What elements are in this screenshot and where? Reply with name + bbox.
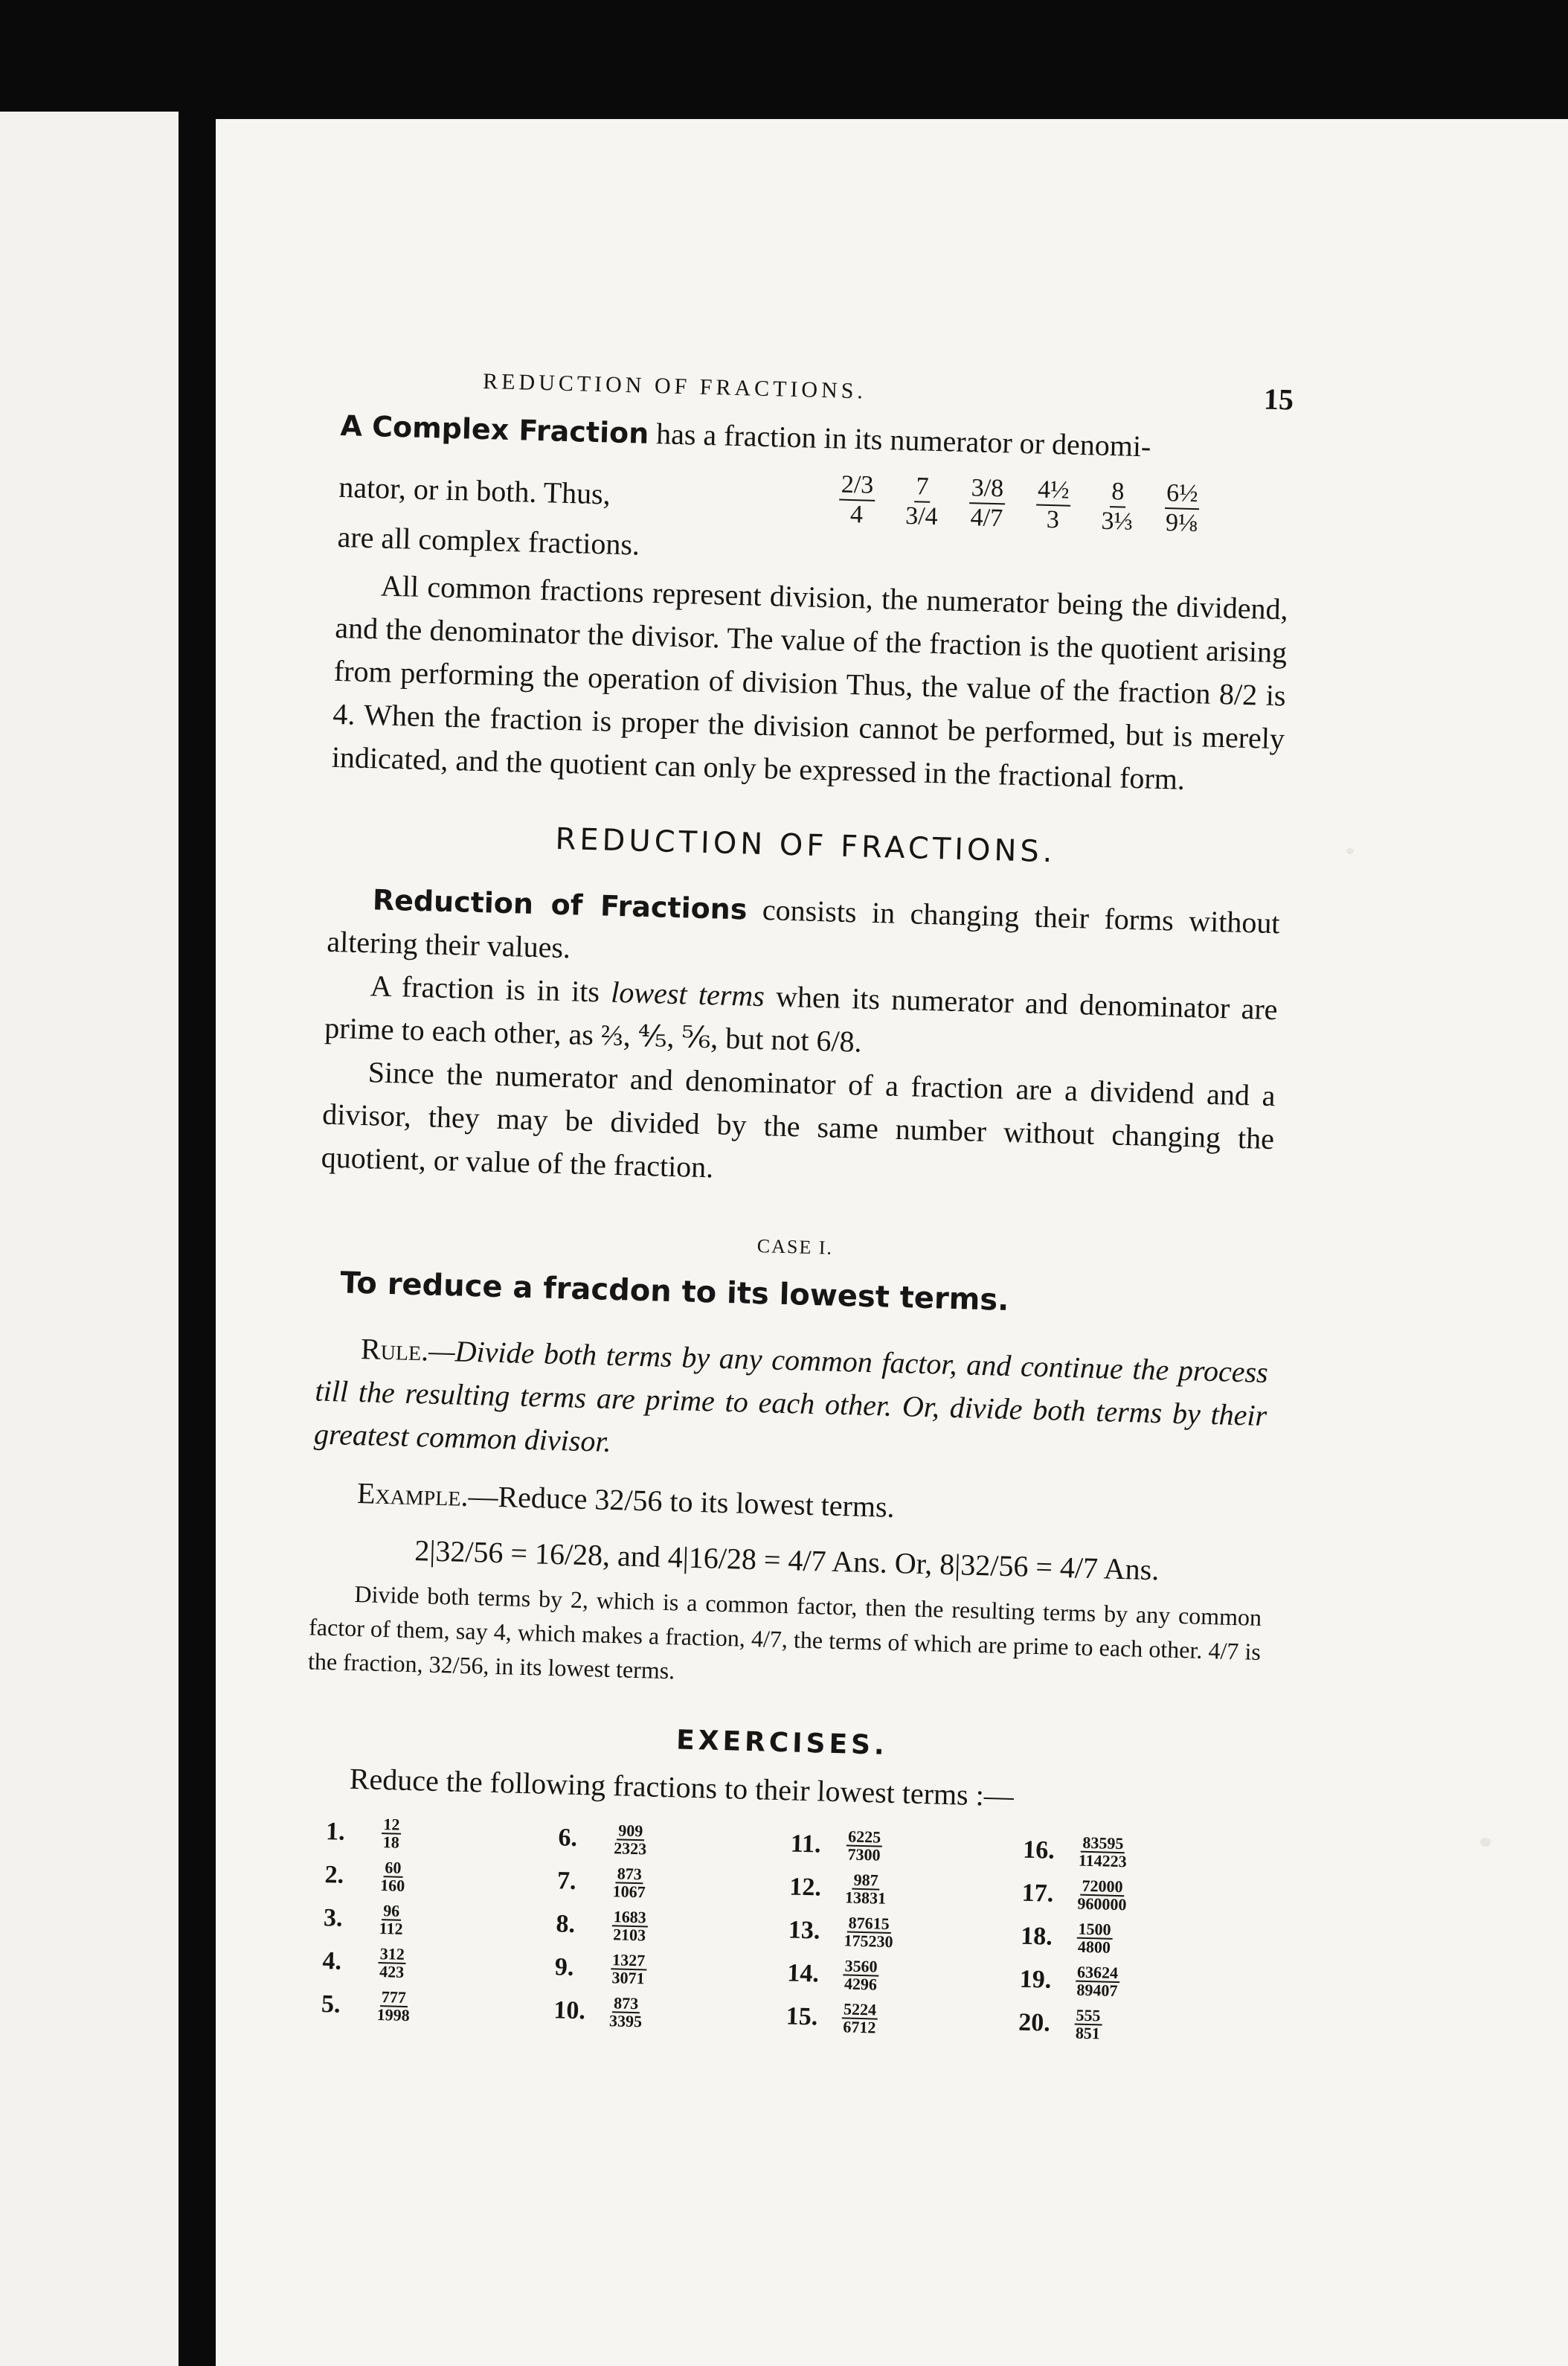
exercise-number: 16. (1022, 1836, 1055, 1865)
fraction-denominator: 423 (379, 1962, 405, 1981)
example-explanation: Divide both terms by 2, which is a common factor, then the resulting terms by any common factor of them, say 4, which makes a fraction, 4/7, the terms of which are prime to each other. 4/7 is the fraction, 32/56, in its lowest terms. (307, 1580, 1262, 1684)
exercise-item (1023, 1833, 1256, 1873)
fraction-denominator: 89407 (1076, 1980, 1118, 2001)
complex-fraction: $\frac{7}{3/4}$ (905, 472, 939, 531)
exercise-number: 5. (321, 1990, 341, 2019)
rule-text: —Divide both terms by any common factor, and continue the process till the resulting terms are prime to each other. Or, divide both terms by their greatest common divisor. (313, 1333, 1269, 1458)
exercise-number: 7. (556, 1867, 576, 1895)
exercise-item (558, 1821, 791, 1861)
complex-fraction-list (836, 470, 1202, 538)
fraction-numerator: 987 (852, 1872, 880, 1891)
exercise-fraction (1079, 1835, 1128, 1870)
complex-fraction: $\frac{8}{\text{3⅓}}$ (1101, 478, 1134, 536)
case-label: CASE I. (756, 1235, 834, 1259)
exercise-item (787, 1956, 1021, 1996)
division-paragraph: All common fractions represent division, the numerator being the dividend, and the denominator the divisor. The value of the fraction is the quotient arising from performing the operation of division Thus, the value of the fraction 8/2 is 4. When the fraction is proper the division cannot be performed, but is merely indicated, and the quotient can only be expressed in the fractional form. (331, 568, 1289, 796)
fraction-numerator: 87615 (846, 1914, 891, 1934)
fraction-denominator: 2103 (612, 1925, 646, 1945)
fraction-denominator: 3071 (611, 1968, 645, 1988)
exercise-fraction (1075, 1964, 1119, 2000)
page-number: 15 (1263, 382, 1294, 417)
exercise-fraction (846, 1828, 882, 1863)
paper-speck (1346, 848, 1354, 854)
fraction-denominator: 18 (382, 1833, 400, 1852)
exercise-item (322, 1944, 556, 1984)
example-text: —Reduce 32/56 to its lowest terms. (467, 1478, 896, 1524)
fraction-denominator: 1998 (376, 2004, 411, 2025)
fraction-numerator: 1683 (611, 1908, 648, 1927)
exercise-fraction (610, 1952, 646, 1987)
exercise-number: 20. (1018, 2008, 1051, 2037)
fraction-numerator: 6225 (846, 1828, 883, 1847)
exercise-number: 4. (322, 1947, 342, 1975)
paper-speck (1480, 1838, 1491, 1847)
exercise-item (324, 1858, 558, 1898)
section-title: REDUCTION OF FRACTIONS. (554, 821, 1057, 870)
exercise-number: 12. (788, 1873, 822, 1902)
exercise-item (554, 1950, 788, 1990)
exercises-title: EXERCISES. (675, 1725, 889, 1761)
complex-text: has a fraction in its numerator or denomi- (655, 417, 1151, 464)
exercise-item (1018, 2006, 1252, 2046)
exercise-fraction (843, 1958, 879, 1992)
fraction-numerator: 555 (1074, 2007, 1102, 2026)
exercise-number: 1. (325, 1818, 346, 1846)
reduction-term: Reduction of Fractions (372, 883, 748, 926)
exercise-fraction (841, 2001, 878, 2036)
exercise-fraction (844, 1914, 893, 1950)
exercise-fraction (845, 1871, 887, 1906)
fraction-numerator: 83595 (1081, 1835, 1125, 1854)
fraction-numerator: 5224 (842, 2001, 878, 2019)
exercise-item (321, 1987, 554, 2027)
exercise-item (556, 1864, 790, 1904)
exercise-fraction (612, 1865, 646, 1900)
complex-text-2: nator, or in both. Thus, (338, 469, 611, 510)
fraction-denominator: 851 (1075, 2023, 1101, 2043)
exercise-fraction (611, 1908, 648, 1943)
rule-label: Rule. (360, 1332, 429, 1368)
exercise-item (785, 1999, 1019, 2039)
exercise-item (323, 1901, 556, 1941)
fraction-numerator: 72000 (1080, 1878, 1125, 1897)
fraction-denominator: 960000 (1077, 1894, 1127, 1914)
fraction-numerator: 312 (379, 1946, 407, 1964)
exercise-fraction (1076, 1921, 1113, 1956)
complex-text-3: are all complex fractions. (337, 519, 640, 562)
exercise-number: 2. (324, 1861, 344, 1889)
fraction-numerator: 873 (615, 1865, 643, 1884)
exercise-fraction (376, 1989, 410, 2024)
exercise-fraction (1077, 1878, 1127, 1914)
fraction-denominator: 4800 (1077, 1937, 1111, 1957)
exercise-number: 3. (323, 1904, 344, 1932)
fraction-denominator: 112 (379, 1919, 403, 1938)
fraction-denominator: 3395 (608, 2011, 643, 2031)
fraction-denominator: 7300 (847, 1844, 881, 1865)
exercise-item (326, 1815, 559, 1855)
reduction-text: consists in changing their forms without altering their values. (326, 893, 1281, 965)
exercise-fraction (378, 1946, 406, 1981)
exercise-item (788, 1913, 1021, 1953)
fraction-numerator: 60 (383, 1859, 403, 1878)
exercise-number: 19. (1019, 1965, 1052, 1994)
exercise-item (790, 1827, 1024, 1867)
exercise-item (1021, 1920, 1254, 1960)
fraction-numerator: 3560 (843, 1958, 879, 1976)
fraction-denominator: 13831 (844, 1888, 887, 1908)
fraction-denominator: 1067 (612, 1882, 646, 1902)
complex-fraction: $\frac{2/3}{4}$ (838, 471, 875, 530)
lowest-terms-paragraph: A fraction is in its lowest terms when its numerator and denominator are prime to each other, as ⅔, ⅘, ⅚, but not 6/8. (324, 969, 1279, 1059)
fraction-denominator: 2323 (613, 1838, 647, 1859)
fraction-numerator: 909 (617, 1822, 645, 1841)
exercise-item (553, 1993, 787, 2033)
exercise-number: 13. (788, 1916, 820, 1945)
fraction-denominator: 6712 (843, 2017, 876, 2037)
exercise-item (1019, 1963, 1253, 2003)
exercise-fraction (381, 1816, 401, 1851)
example-label: Example. (356, 1476, 469, 1513)
fraction-numerator: 12 (382, 1816, 402, 1835)
fraction-numerator: 777 (379, 1989, 408, 2007)
running-header (483, 361, 1294, 417)
lowest-terms-emphasis: lowest terms (610, 975, 765, 1013)
exercise-number: 18. (1020, 1922, 1053, 1951)
exercise-fraction (614, 1822, 647, 1857)
fraction-denominator: 175230 (844, 1931, 893, 1952)
exercise-number: 15. (785, 2002, 818, 2031)
exercise-grid (298, 1814, 1256, 2045)
exercise-fraction (1074, 2007, 1102, 2042)
fraction-numerator: 1500 (1076, 1921, 1113, 1940)
complex-fraction: $\frac{\text{6½}}{\text{9⅛}}$ (1165, 479, 1199, 538)
exercise-fraction (609, 1995, 643, 2030)
fraction-denominator: 4296 (844, 1974, 878, 1994)
example-working: 2|32/56 = 16/28, and 4|16/28 = 4/7 Ans. Or, 8|32/56 = 4/7 Ans. (414, 1533, 1160, 1587)
fraction-denominator: 160 (379, 1876, 405, 1895)
exercise-item (556, 1907, 789, 1947)
complex-fraction: $\frac{\text{4½}}{3}$ (1035, 475, 1072, 534)
complex-fraction: $\frac{3/8}{4/7}$ (970, 474, 1004, 533)
since-paragraph: Since the numerator and denominator of a fraction are a dividend and a divisor, they may be divided by the same number without changing the quotient, or value of the fraction. (321, 1055, 1276, 1184)
exercise-item (789, 1870, 1023, 1910)
fraction-denominator: 114223 (1078, 1850, 1128, 1871)
exercise-fraction (380, 1859, 405, 1894)
case-title: To reduce a fracdon to its lowest terms. (339, 1266, 1009, 1318)
complex-term: A Complex Fraction (340, 408, 649, 450)
example-line (312, 1470, 1265, 1538)
fraction-numerator: 873 (612, 1995, 640, 2013)
exercise-number: 14. (786, 1959, 820, 1988)
exercise-number: 9. (554, 1953, 574, 1981)
page-content (298, 357, 1294, 2046)
exercise-number: 11. (790, 1830, 822, 1859)
exercise-number: 17. (1021, 1879, 1054, 1908)
exercise-number: 6. (558, 1824, 578, 1852)
fraction-numerator: 63624 (1076, 1964, 1120, 1984)
exercise-item (1021, 1876, 1255, 1917)
book-page (216, 119, 1568, 2366)
rule-paragraph (313, 1327, 1268, 1481)
running-title: REDUCTION OF FRACTIONS. (482, 368, 867, 404)
fraction-numerator: 96 (382, 1902, 402, 1921)
exercises-intro: Reduce the following fractions to their lowest terms :— (349, 1761, 1015, 1813)
left-page-edge (0, 112, 179, 2366)
fraction-numerator: 1327 (611, 1952, 647, 1970)
exercise-number: 8. (555, 1910, 576, 1938)
exercise-number: 10. (553, 1996, 586, 2025)
exercise-fraction (379, 1902, 403, 1937)
